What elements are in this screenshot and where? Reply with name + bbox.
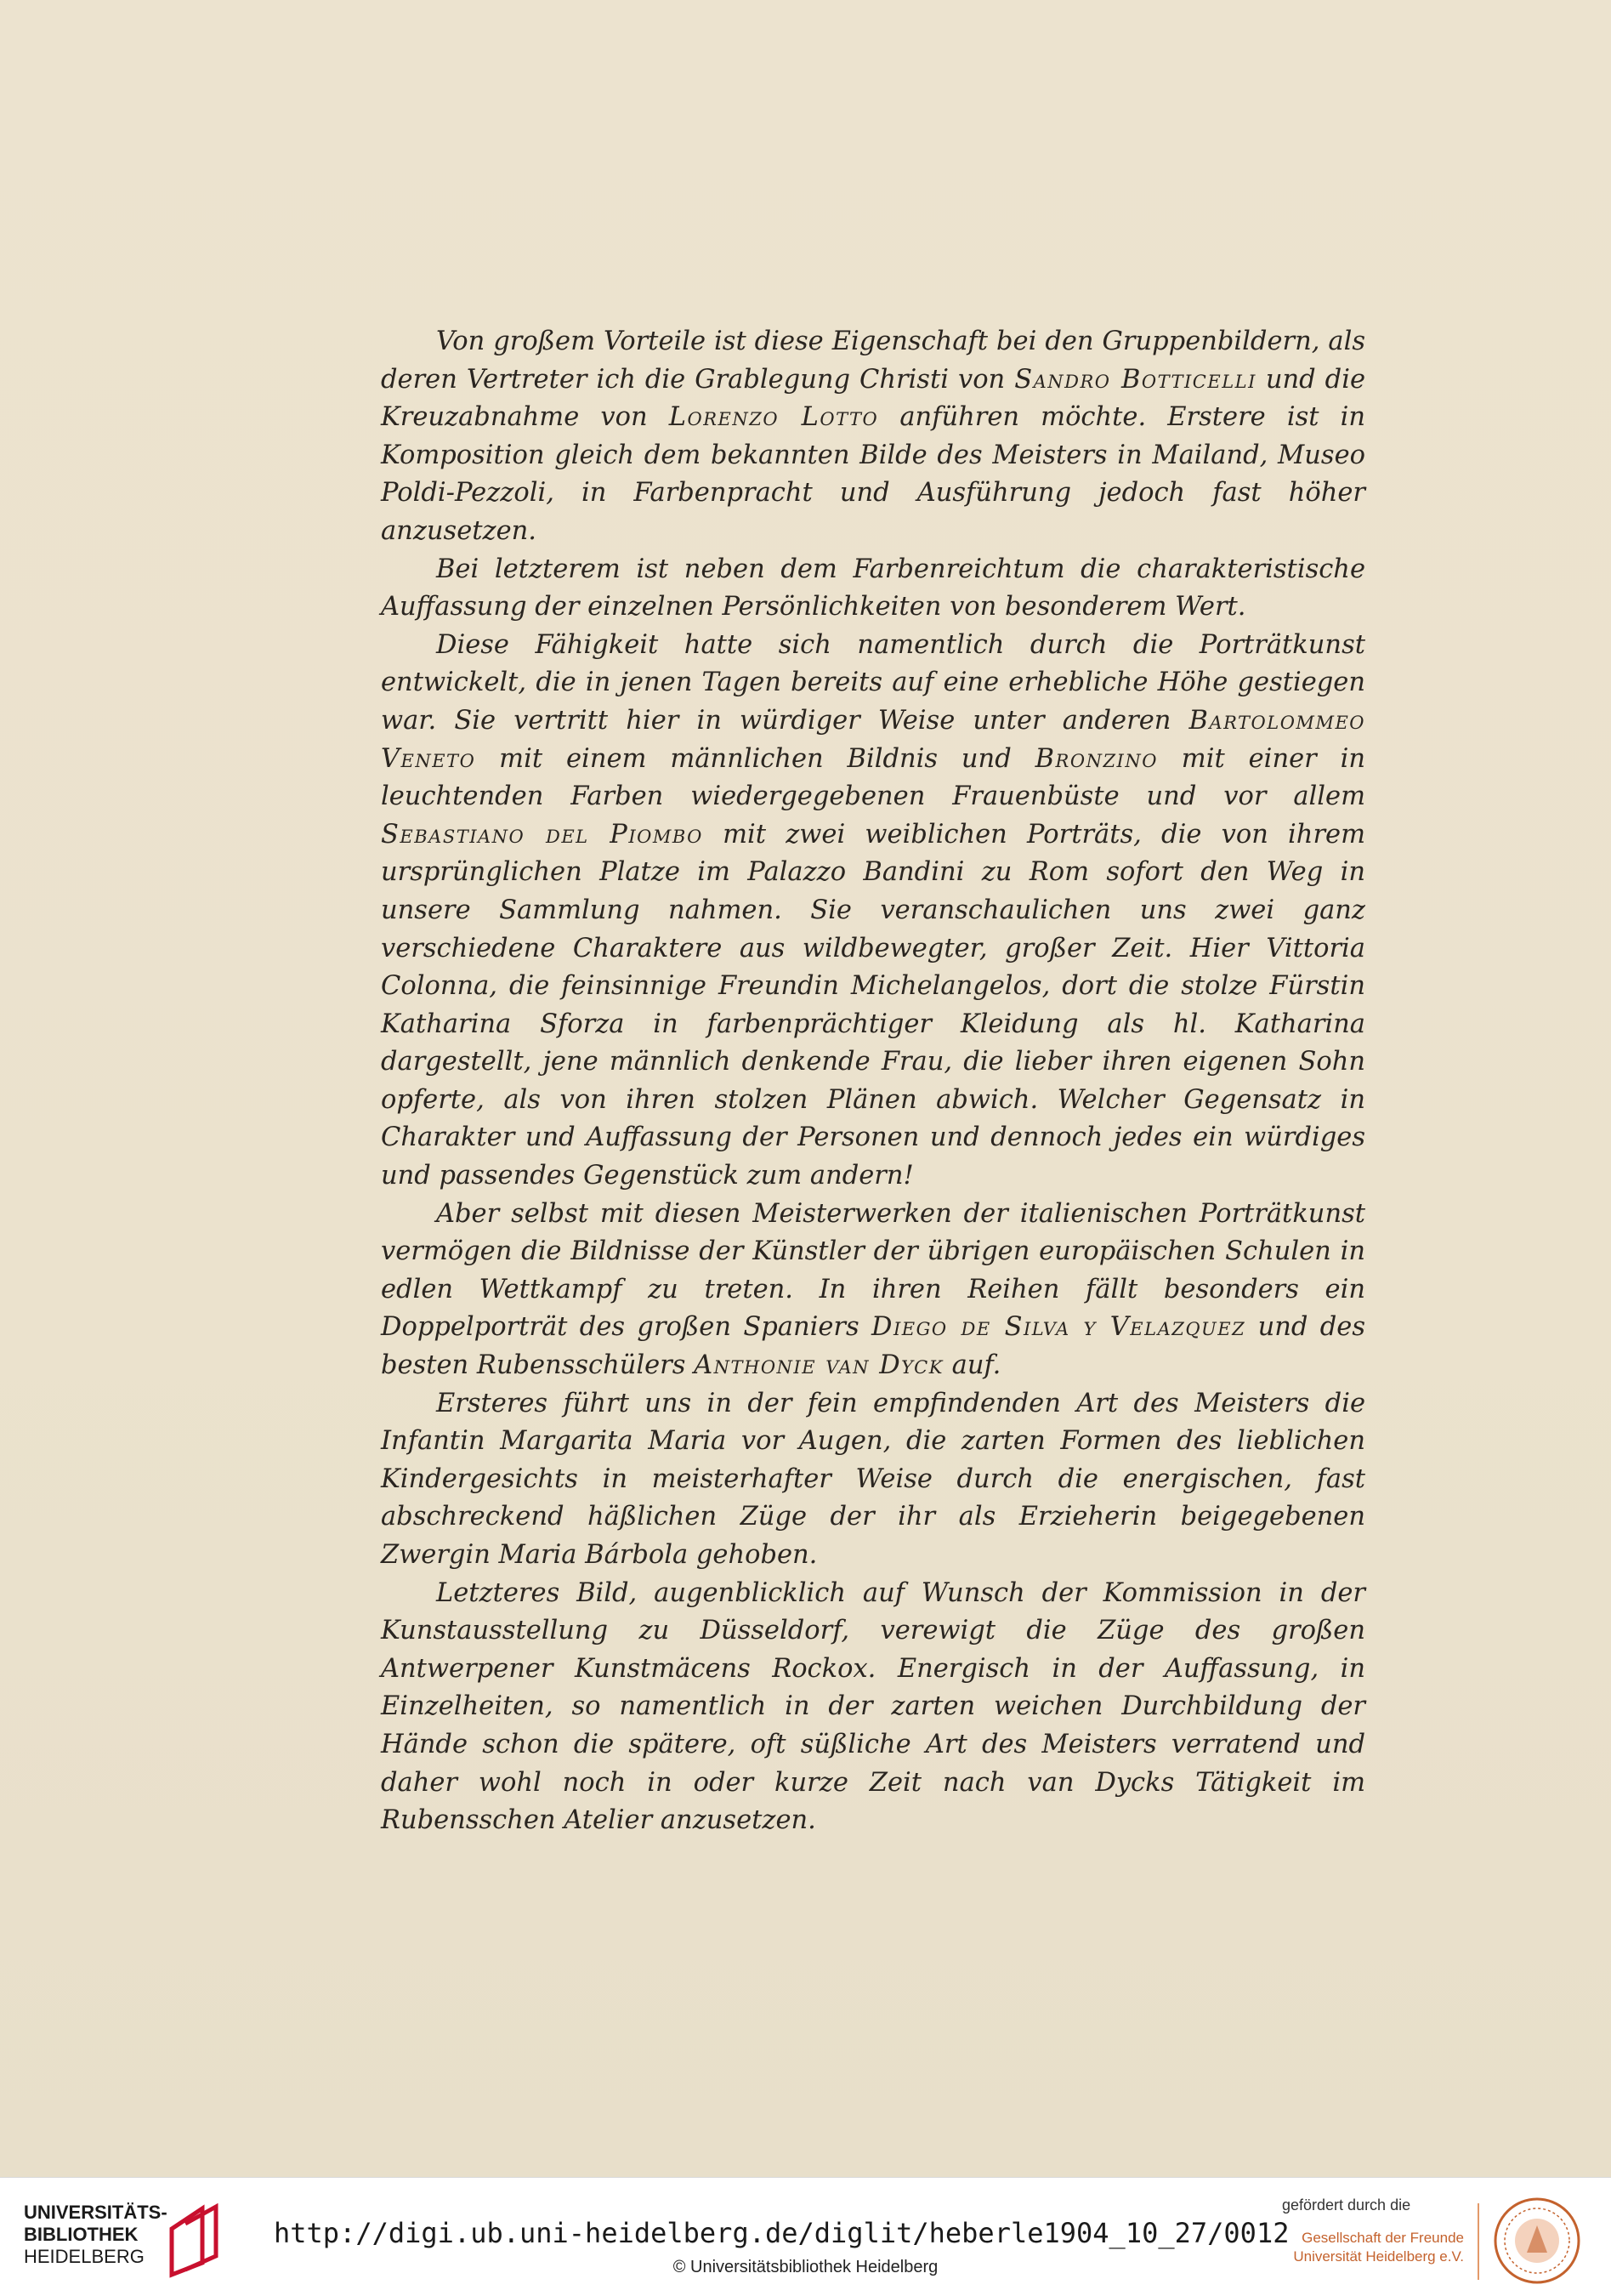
library-name-line3: HEIDELBERG	[24, 2246, 145, 2267]
text-run: mit einem männlichen Bildnis und	[475, 743, 1035, 774]
funded-by-label: gefördert durch die	[1282, 2197, 1411, 2214]
digitization-footer	[0, 2177, 1611, 2296]
text-run: mit einer in leuchtenden Farben wiedergegebenen Frauenbüste und vor allem	[381, 743, 1365, 812]
person-name: Sebastiano del Piombo	[381, 819, 703, 850]
sponsor-name[interactable]	[1260, 2229, 1464, 2266]
person-name: Anthonie van Dyck	[694, 1350, 944, 1381]
sponsor-name-line1: Gesellschaft der Freunde	[1302, 2230, 1464, 2246]
text-run: und die Kreuzabnahme von	[381, 364, 1365, 433]
paragraph	[381, 1575, 1365, 1840]
person-name: Bartolommeo Veneto	[381, 705, 1365, 774]
text-run: und des besten Rubensschülers	[381, 1312, 1365, 1381]
text-run: Ersteres führt uns in der fein empfindenden Art des Meisters die Infantin Margarita Maria vor Augen, die zarten Formen des lieblichen Kindergesichts in meisterhafter Weise durch die energischen, fast abschreckend häßlichen Züge der ihr als Erzieherin beigegebenen Zwergin Maria Bárbola gehoben.	[381, 1388, 1365, 1570]
text-run: Letzteres Bild, augenblicklich auf Wunsch der Kommission in der Kunstausstellung zu Düsseldorf, verewigt die Züge des großen Antwerpener Kunstmäcens Rockox. Energisch in der Auffassung, in Einzelheiten, so namentlich in der zarten weichen Durchbildung der Hände schon die spätere, oft süßliche Art des Meisters verratend und daher wohl noch in oder kurze Zeit nach van Dycks Tätigkeit im Rubensschen Atelier anzusetzen.	[381, 1577, 1365, 1836]
paragraph	[381, 1385, 1365, 1575]
library-name-line2: BIBLIOTHEK	[24, 2224, 139, 2245]
paragraph	[381, 323, 1365, 551]
paragraph	[381, 627, 1365, 1196]
person-name: Bronzino	[1035, 743, 1158, 774]
library-name-line1: UNIVERSITÄTS-	[24, 2202, 167, 2223]
text-run: Aber selbst mit diesen Meisterwerken der italienischen Porträtkunst vermögen die Bildnisse der Künstler der übrigen europäischen Schulen in edlen Wettkampf zu treten. In ihren Reihen fällt besonders ein Doppelporträt des großen Spaniers	[381, 1198, 1365, 1343]
text-run: Diese Fähigkeit hatte sich namentlich durch die Porträtkunst entwickelt, die in jenen Tagen bereits auf eine erhebliche Höhe gestiegen war. Sie vertritt hier in würdiger Weise unter anderen	[381, 629, 1365, 736]
person-name: Sandro Botticelli	[1014, 364, 1256, 395]
text-run: auf.	[943, 1350, 1001, 1381]
permalink-url[interactable]: http://digi.ub.uni-heidelberg.de/diglit/heberle1904_10_27/0012	[274, 2217, 1290, 2249]
text-run: Bei letzterem ist neben dem Farbenreichtum die charakteristische Auffassung der einzelnen Persönlichkeiten von besonderem Wert.	[381, 554, 1365, 622]
person-name: Diego de Silva y Velazquez	[871, 1312, 1246, 1343]
paragraph	[381, 1196, 1365, 1385]
text-run: Von großem Vorteile ist diese Eigenschaft bei den Gruppenbildern, als deren Vertreter ich die Grablegung Christi von	[381, 327, 1365, 395]
copyright-notice: © Universitätsbibliothek Heidelberg	[672, 2258, 939, 2276]
sponsor-name-line2: Universität Heidelberg e.V.	[1293, 2248, 1464, 2265]
document-body	[381, 323, 1365, 1840]
text-run: mit zwei weiblichen Porträts, die von ihrem ursprünglichen Platze im Palazzo Bandini zu Rom sofort den Weg in unsere Sammlung nahmen. Sie veranschaulichen uns zwei ganz verschiedene Charaktere aus wildbewegter, großer Zeit. Hier Vittoria Colonna, die feinsinnige Freundin Michelangelos, dort die stolze Fürstin Katharina Sforza in farbenprächtiger Kleidung als hl. Katharina dargestellt, jene männlich denkende Frau, die lieber ihren eigenen Sohn opferte, als von ihren stolzen Plänen abwich. Welcher Gegensatz in Charakter und Auffassung der Personen und dennoch jedes ein würdiges und passendes Gegenstück zum andern!	[381, 819, 1365, 1191]
footer-divider	[1478, 2203, 1479, 2280]
person-name: Lorenzo Lotto	[668, 402, 879, 433]
text-run: anführen möchte. Erstere ist in Komposition gleich dem bekannten Bilde des Meisters in Mailand, Museo Poldi-Pezzoli, in Farbenpracht und Ausführung jedoch fast höher anzusetzen.	[381, 402, 1365, 546]
paragraph	[381, 551, 1365, 627]
university-seal-icon	[1493, 2197, 1581, 2285]
